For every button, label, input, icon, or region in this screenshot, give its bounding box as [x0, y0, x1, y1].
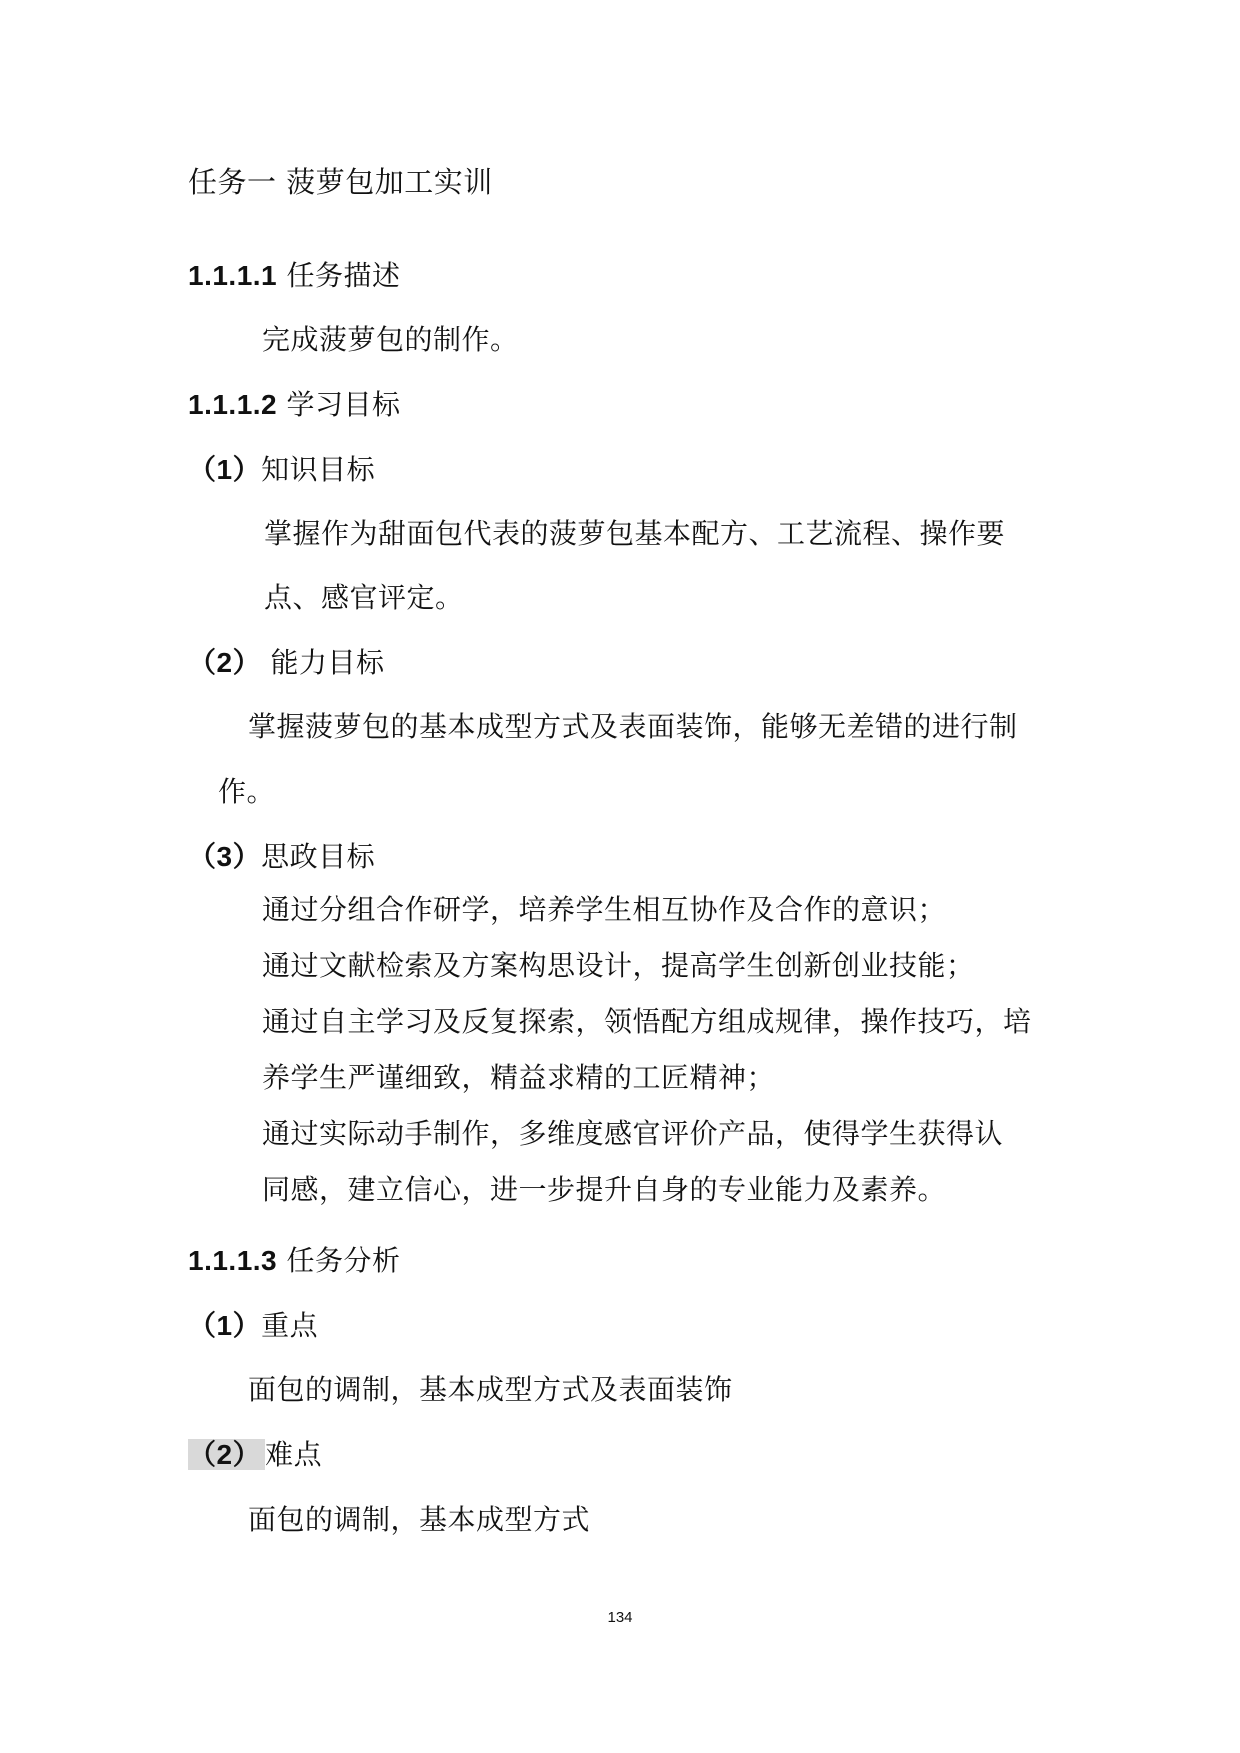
- subheading-knowledge: [188, 452, 375, 488]
- list-marker: （1）: [188, 1310, 262, 1341]
- section-heading-2: [188, 387, 401, 423]
- list-marker: （2）: [188, 647, 262, 678]
- section-heading-text: 任务分析: [286, 1244, 401, 1277]
- paragraph-line: 通过实际动手制作，多维度感官评价产品，使得学生获得认: [262, 1117, 1004, 1150]
- subheading-text: 知识目标: [261, 453, 376, 486]
- subheading-text: 思政目标: [261, 840, 376, 873]
- paragraph: 面包的调制，基本成型方式及表面装饰: [248, 1373, 733, 1406]
- paragraph-line: 同感，建立信心，进一步提升自身的专业能力及素养。: [262, 1173, 947, 1206]
- page-title: 任务一 菠萝包加工实训: [188, 165, 493, 199]
- paragraph-line: 掌握菠萝包的基本成型方式及表面装饰，能够无差错的进行制: [248, 710, 1018, 743]
- list-marker: （1）: [188, 454, 262, 485]
- page-number: 134: [607, 1609, 633, 1626]
- section-heading-text: 学习目标: [286, 388, 401, 421]
- section-number: 1.1.1.1: [188, 260, 278, 291]
- list-marker-highlighted: （2）: [188, 1439, 265, 1470]
- paragraph: 面包的调制，基本成型方式: [248, 1503, 591, 1536]
- subheading-ability: [188, 645, 384, 681]
- section-number: 1.1.1.2: [188, 389, 278, 420]
- section-number: 1.1.1.3: [188, 1245, 278, 1276]
- paragraph-line: 点、感官评定。: [264, 581, 464, 614]
- subheading-key-points: [188, 1308, 318, 1344]
- paragraph-line: 通过分组合作研学，培养学生相互协作及合作的意识；: [262, 893, 947, 926]
- subheading-ideology: [188, 839, 375, 875]
- paragraph-line: 通过文献检索及方案构思设计，提高学生创新创业技能；: [262, 949, 975, 982]
- subheading-text: 重点: [261, 1309, 319, 1342]
- paragraph-line: 作。: [218, 775, 276, 808]
- subheading-text: 能力目标: [261, 646, 385, 679]
- section-heading-3: [188, 1243, 401, 1279]
- paragraph: 完成菠萝包的制作。: [262, 323, 519, 356]
- section-heading-text: 任务描述: [286, 259, 401, 292]
- paragraph-line: 养学生严谨细致，精益求精的工匠精神；: [262, 1061, 776, 1094]
- section-heading-1: [188, 258, 401, 294]
- list-marker: （3）: [188, 841, 262, 872]
- paragraph-line: 通过自主学习及反复探索，领悟配方组成规律，操作技巧，培: [262, 1005, 1032, 1038]
- subheading-text: 难点: [265, 1438, 323, 1471]
- paragraph-line: 掌握作为甜面包代表的菠萝包基本配方、工艺流程、操作要: [264, 517, 1006, 550]
- subheading-difficulties: [188, 1437, 322, 1473]
